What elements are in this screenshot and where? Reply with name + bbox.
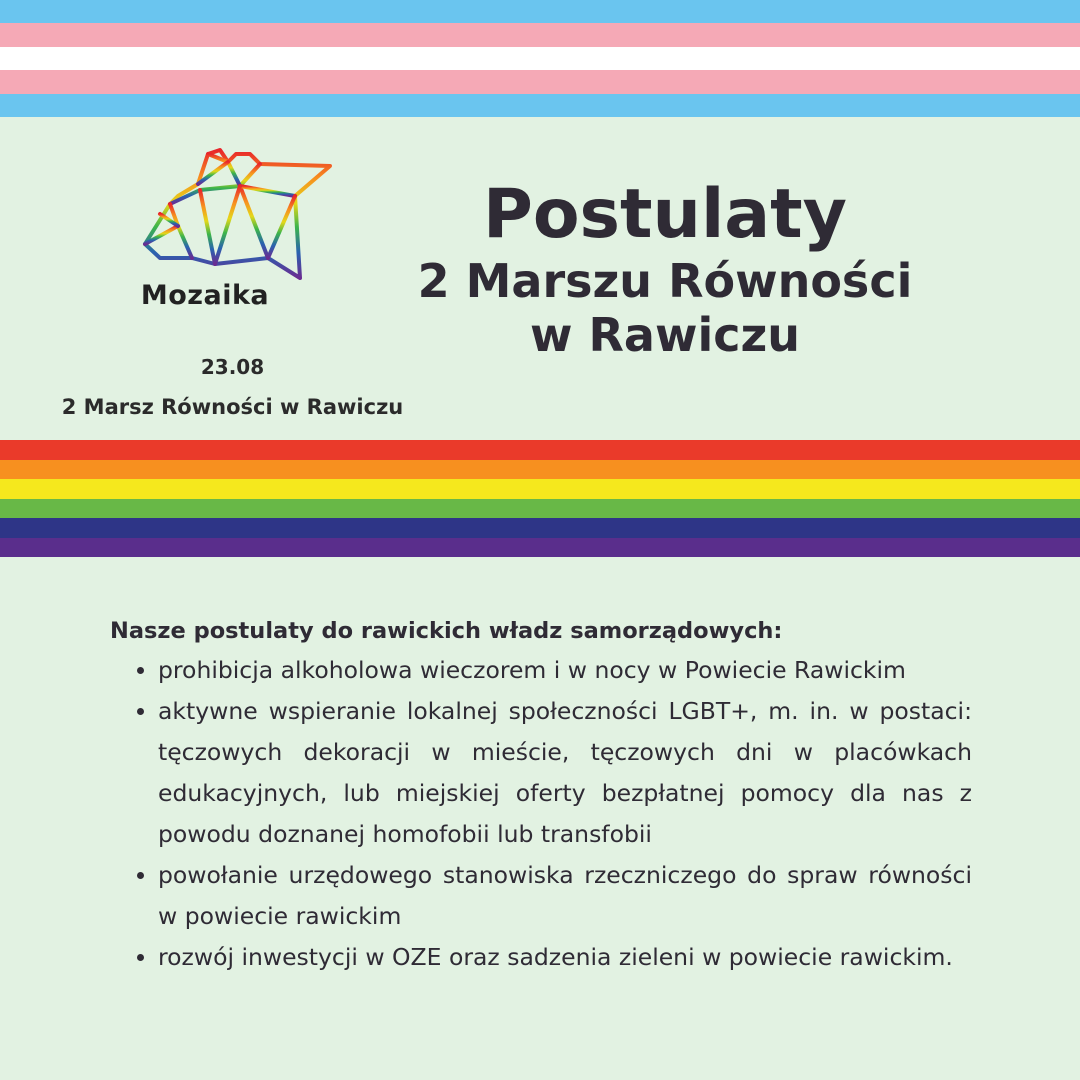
rainbow-stripe — [0, 518, 1080, 538]
page-subtitle-line: w Rawiczu — [529, 308, 801, 362]
trans-flag-stripes — [0, 0, 1080, 117]
postulates-section — [110, 612, 972, 978]
rainbow-stripe — [0, 479, 1080, 499]
list-item — [110, 650, 972, 691]
bullet-icon — [137, 708, 144, 715]
title-block — [360, 176, 970, 362]
list-item-text: prohibicja alkoholowa wieczorem i w nocy w Powiecie Rawickim — [158, 656, 906, 684]
page-title: Postulaty — [483, 175, 847, 254]
page-subtitle-line: 2 Marszu Równości — [417, 254, 913, 308]
trans-stripe — [0, 94, 1080, 117]
rainbow-stripe — [0, 499, 1080, 519]
list-item — [110, 855, 972, 937]
event-name: 2 Marsz Równości w Rawiczu — [61, 395, 404, 419]
trans-stripe — [0, 70, 1080, 93]
rainbow-stripe — [0, 440, 1080, 460]
logo-text: Mozaika — [140, 280, 270, 311]
event-date: 23.08 — [200, 355, 265, 379]
list-item-text: aktywne wspieranie lokalnej społeczności LGBT+, m. in. w postaci: tęczowych dekoracji w mieście, tęczowych dni w placówkach edukacyjnych, lub miejskiej oferty bezpłatnej pomocy dla nas z powodu doznanej homofobii lub transfobii — [158, 697, 972, 848]
trans-stripe — [0, 0, 1080, 23]
list-item — [110, 937, 972, 978]
postulates-list — [110, 650, 972, 978]
bullet-icon — [137, 667, 144, 674]
list-item-text: powołanie urzędowego stanowiska rzeczniczego do spraw równości w powiecie rawickim — [158, 861, 972, 930]
trans-stripe — [0, 47, 1080, 70]
bullet-icon — [137, 954, 144, 961]
rainbow-stripe — [0, 538, 1080, 558]
bullet-icon — [137, 872, 144, 879]
list-item-text: rozwój inwestycji w OZE oraz sadzenia zieleni w powiecie rawickim. — [158, 943, 953, 971]
list-item — [110, 691, 972, 855]
trans-stripe — [0, 23, 1080, 46]
bear-head-logo-icon — [140, 146, 336, 281]
rainbow-stripe — [0, 460, 1080, 480]
rainbow-flag-stripes — [0, 440, 1080, 557]
section-heading: Nasze postulaty do rawickich władz samorządowych: — [110, 618, 783, 644]
